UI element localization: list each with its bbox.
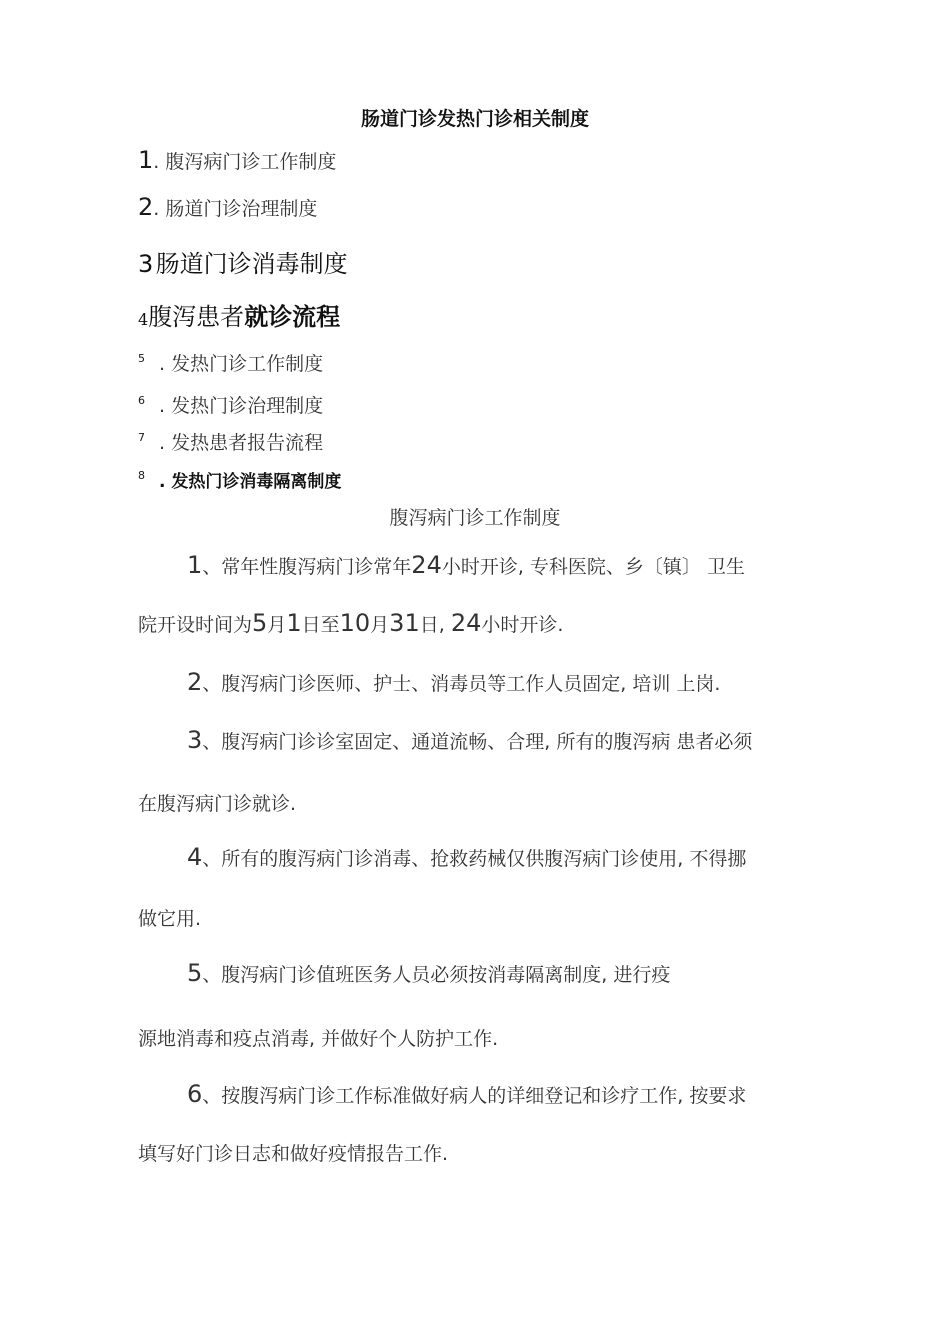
word: 小时开诊. (481, 614, 564, 636)
toc-item-2 (138, 193, 317, 221)
toc-number: 1 (138, 146, 154, 174)
paragraph-5-continued: 源地消毒和疫点消毒, 并做好个人防护工作. (138, 1028, 499, 1050)
paragraph-number: 6 (187, 1080, 203, 1108)
paragraph-6-continued: 填写好门诊日志和做好疫情报告工作. (138, 1143, 449, 1165)
number: 1 (286, 609, 302, 637)
paragraph-1-continued (138, 609, 563, 637)
paragraph-3-continued: 在腹泻病门诊就诊. (138, 793, 297, 815)
paragraph-3 (187, 726, 752, 754)
toc-number: 5 (138, 352, 145, 365)
toc-item-6 (138, 391, 323, 418)
toc-number: 3 (138, 250, 154, 278)
toc-item-3 (138, 244, 348, 279)
toc-text-bold: 就诊流程 (244, 303, 341, 331)
toc-text: . 发热门诊治理制度 (159, 395, 324, 417)
paragraph-1 (187, 551, 745, 579)
number: 24 (450, 609, 482, 637)
paragraph-text: 院开设时间为 (138, 614, 253, 636)
paragraph-5 (187, 959, 670, 987)
number: 10 (339, 609, 371, 637)
paragraph-4 (187, 843, 746, 871)
toc-text: . 发热门诊工作制度 (159, 353, 324, 375)
paragraph-2 (187, 668, 720, 696)
toc-number: 4 (138, 310, 149, 329)
paragraph-number: 2 (187, 668, 203, 696)
paragraph-6 (187, 1080, 746, 1108)
toc-number: 7 (138, 431, 145, 444)
toc-number: 8 (138, 469, 145, 482)
word: 日至 (301, 614, 340, 636)
number: 31 (389, 609, 420, 637)
toc-number: 2 (138, 193, 154, 221)
toc-number: 6 (138, 394, 145, 407)
toc-item-4 (138, 297, 340, 332)
paragraph-number: 4 (187, 843, 203, 871)
paragraph-text: 、腹泻病门诊诊室固定、通道流畅、合理, 所有的腹泻病 患者必须 (202, 731, 753, 753)
toc-item-5 (138, 349, 323, 376)
paragraph-text: 小时开诊, 专科医院、乡〔镇〕 卫生 (441, 556, 745, 578)
word: 日, (419, 614, 445, 636)
paragraph-text: 、所有的腹泻病门诊消毒、抢救药械仅供腹泻病门诊使用, 不得挪 (202, 848, 747, 870)
paragraph-number: 3 (187, 726, 203, 754)
section-title: 腹泻病门诊工作制度 (389, 507, 561, 529)
paragraph-text: 、常年性腹泻病门诊常年 (202, 556, 412, 578)
toc-text: . 肠道门诊治理制度 (153, 198, 318, 220)
toc-text: . 发热门诊消毒隔离制度 (159, 472, 342, 492)
paragraph-number: 5 (187, 959, 203, 987)
toc-item-7 (138, 428, 323, 455)
toc-item-8 (138, 467, 341, 492)
number: 5 (252, 609, 268, 637)
paragraph-text: 、腹泻病门诊医师、护士、消毒员等工作人员固定, 培训 上岗. (202, 673, 721, 695)
toc-item-1 (138, 146, 336, 174)
word: 月 (370, 614, 390, 636)
toc-text: . 发热患者报告流程 (159, 432, 324, 454)
paragraph-text: 、腹泻病门诊值班医务人员必须按消毒隔离制度, 进行疫 (202, 964, 671, 986)
hours-number: 24 (411, 551, 442, 579)
toc-text: 肠道门诊消毒制度 (155, 250, 348, 278)
paragraph-text: 、按腹泻病门诊工作标准做好病人的详细登记和诊疗工作, 按要求 (202, 1085, 747, 1107)
document-title: 肠道门诊发热门诊相关制度 (360, 108, 589, 130)
toc-text: . 腹泻病门诊工作制度 (153, 151, 337, 173)
paragraph-4-continued: 做它用. (138, 908, 202, 930)
paragraph-number: 1 (187, 551, 203, 579)
word: 月 (267, 614, 287, 636)
toc-text-part: 腹泻患者 (148, 303, 245, 331)
